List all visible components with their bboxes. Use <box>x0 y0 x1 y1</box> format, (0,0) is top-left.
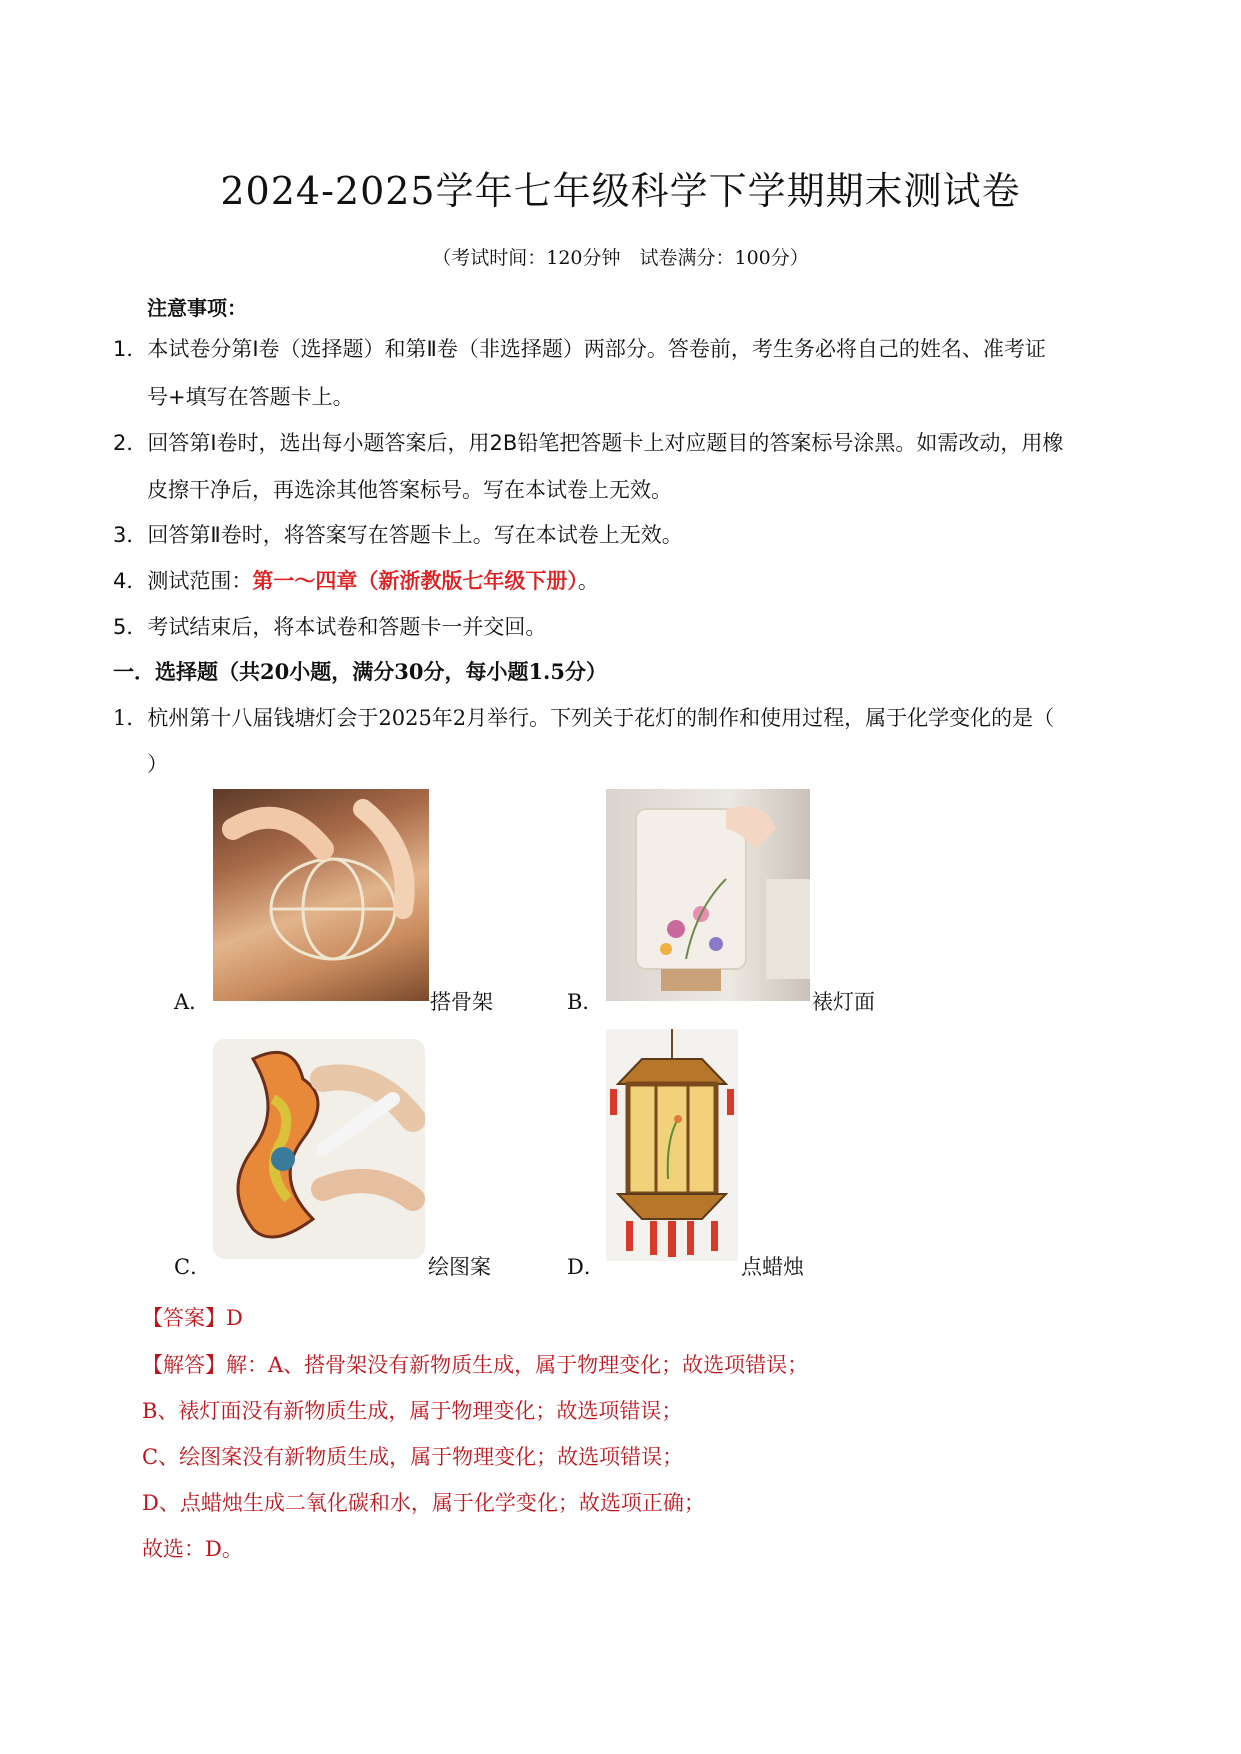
notice-item-4-suffix: 。 <box>577 569 599 593</box>
analysis-line-3: C、绘图案没有新物质生成，属于物理变化；故选项错误； <box>142 1445 684 1469</box>
lantern-shade-icon <box>606 789 810 1001</box>
notice-item-5: 5．考试结束后，将本试卷和答题卡一并交回。 <box>113 615 547 639</box>
notice-heading: 注意事项： <box>147 296 247 320</box>
notice-item-2-cont: 皮擦干净后，再选涂其他答案标号。写在本试卷上无效。 <box>147 478 672 502</box>
option-d-letter: D． <box>567 1255 605 1279</box>
notice-item-3: 3．回答第Ⅱ卷时，将答案写在答题卡上。写在本试卷上无效。 <box>113 523 683 547</box>
analysis-line-2: B、裱灯面没有新物质生成，属于物理变化；故选项错误； <box>142 1399 683 1423</box>
bamboo-frame-icon <box>213 789 429 1001</box>
option-c-letter: C． <box>174 1255 212 1279</box>
notice-item-2: 2．回答第Ⅰ卷时，选出每小题答案后，用2B铅笔把答题卡上对应题目的答案标号涂黑。如需改动，用橡 <box>113 431 1064 455</box>
option-a-letter: A． <box>174 990 211 1014</box>
test-scope: 第一～四章（新浙教版七年级下册） <box>252 569 578 593</box>
analysis-line-1: 【解答】解：A、搭骨架没有新物质生成，属于物理变化；故选项错误； <box>142 1353 809 1377</box>
option-d-caption: 点蜡烛 <box>741 1255 804 1279</box>
analysis-line-5: 故选：D。 <box>142 1537 243 1561</box>
option-a-caption: 搭骨架 <box>430 990 493 1014</box>
exam-info: （考试时间：120分钟 试卷满分：100分） <box>432 247 809 269</box>
palace-lantern-icon <box>606 1029 738 1261</box>
option-b-letter: B． <box>567 990 604 1014</box>
notice-item-1-cont: 号+填写在答题卡上。 <box>147 385 354 409</box>
option-b-caption: 裱灯面 <box>812 990 875 1014</box>
question-1-stem: 1．杭州第十八届钱塘灯会于2025年2月举行。下列关于花灯的制作和使用过程，属于化学变化的是（ <box>113 706 1055 730</box>
answer: 【答案】D <box>142 1306 243 1330</box>
option-a-image <box>213 789 429 1001</box>
notice-item-4 <box>113 565 599 595</box>
notice-item-4-prefix: 4．测试范围： <box>113 569 253 593</box>
analysis-line-4: D、点蜡烛生成二氧化碳和水，属于化学变化；故选项正确； <box>142 1491 705 1515</box>
option-b-image <box>606 789 810 1001</box>
painted-pattern-icon <box>213 1039 425 1259</box>
section-heading: 一．选择题（共20小题，满分30分，每小题1.5分） <box>113 659 607 684</box>
option-d-image <box>606 1029 738 1261</box>
notice-item-1: 1．本试卷分第Ⅰ卷（选择题）和第Ⅱ卷（非选择题）两部分。答卷前，考生务必将自己的姓名、准考证 <box>113 337 1046 361</box>
question-1-stem-cont: ） <box>147 752 168 776</box>
page-title: 2024-2025学年七年级科学下学期期末测试卷 <box>220 169 1021 213</box>
option-c-caption: 绘图案 <box>428 1255 491 1279</box>
option-c-image <box>213 1039 425 1259</box>
